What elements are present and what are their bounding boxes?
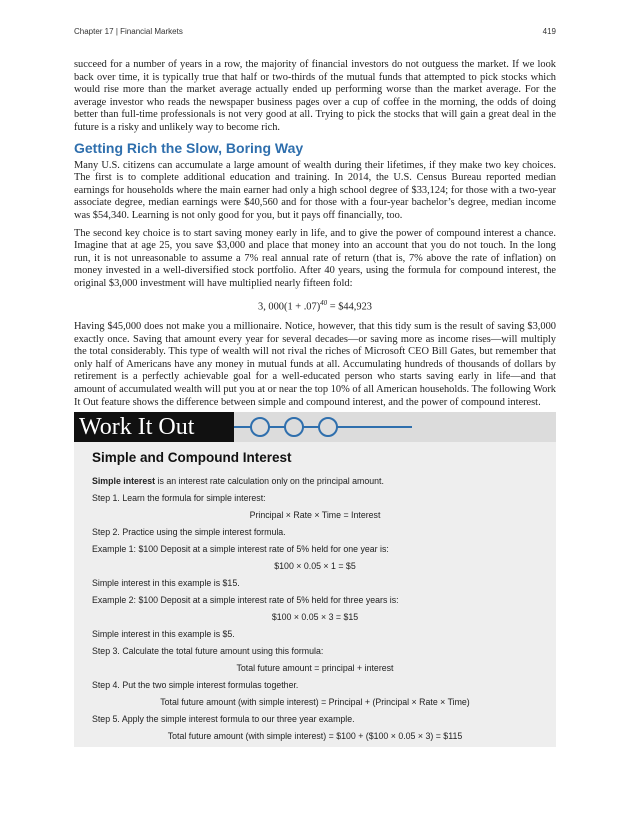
step-2: Step 2. Practice using the simple interest formula. [92,527,286,537]
main-content [74,59,556,414]
result-1: Simple interest in this example is $15. [92,578,240,588]
formula-applied: Total future amount (with simple interest) = $100 + ($100 × 0.05 × 3) = $115 [167,731,463,741]
example-1: Example 1: $100 Deposit at a simple interest rate of 5% held for one year is: [92,544,389,554]
step-3: Step 3. Calculate the total future amount using this formula: [92,646,324,656]
paragraph-saving: The second key choice is to start saving money early in life, and to give the power of compound interest a chance. Imagine that at age 25, you save $3,000 and place that money into an account that you do not touch. In the long run, it is not unreasonable to assume a 7% real annual rate of return (that is, 7% above the rate of inflation) on money invested in a well-diversified stock portfolio. After 40 years, using the formula for compound interest, the original $3,000 investment will have multiplied nearly fifteen fold: [74,227,556,289]
section-heading: Getting Rich the Slow, Boring Way [74,139,304,156]
work-it-out-heading: Simple and Compound Interest [92,450,292,465]
formula-combined: Total future amount (with simple interest) = Principal + (Principal × Rate × Time) [160,697,470,707]
calculation-2: $100 × 0.05 × 3 = $15 [271,612,359,622]
result-2: Simple interest in this example is $5. [92,629,235,639]
definition-term: Simple interest [92,476,156,486]
definition-text: is an interest rate calculation only on the principal amount. [155,476,384,486]
formula-total-future: Total future amount = principal + interest [236,663,394,673]
step-1: Step 1. Learn the formula for simple interest: [92,493,266,503]
circles-decoration-icon [234,415,414,439]
header-separator: | [115,27,118,36]
work-it-out-box [74,412,556,747]
definition-line [92,476,538,486]
chapter-label: Chapter 17 [74,27,114,36]
calculation-1: $100 × 0.05 × 1 = $5 [274,561,356,571]
equation-exponent: 40 [320,298,328,307]
formula-simple-interest: Principal × Rate × Time = Interest [249,510,381,520]
step-4: Step 4. Put the two simple interest formulas together. [92,680,299,690]
equation-result: = $44,923 [327,300,372,312]
paragraph-millionaire: Having $45,000 does not make you a millionaire. Notice, however, that this tidy sum is the result of saving $3,000 exactly once. Saving that amount every year for several decades—or saving more as income rises—will multiply the total considerably. This type of wealth will not rival the riches of Microsoft CEO Bill Gates, but remember that only half of Americans have any money in mutual funds at all. Accumulating hundreds of thousands of dollars by retirement is a perfectly achievable goal for a well-educated person who starts saving early in life—and that amount of accumulated wealth will put you at or near the top 10% of all American households. The following Work It Out feature shows the difference between simple and compound interest, and the power of compound interest. [74,320,556,408]
work-it-out-banner [74,412,556,442]
work-it-out-title: Work It Out [74,412,234,442]
chapter-title: Financial Markets [120,27,183,36]
page-header [74,27,556,36]
intro-paragraph: succeed for a number of years in a row, the majority of financial investors do not outguess the market. If we look back over time, it is typically true that half or two-thirds of the mutual funds that attempted to pick stocks which would rise more than the market average actually ended up performing worse than the market average. For the average investor who reads the newspaper business pages over a cup of coffee in the morning, the odds of doing better than full-time professionals is not very good at all. Trying to pick the stocks that will gain a great deal in the future is a risky and unlikely way to become rich. [74,59,556,133]
work-it-out-body [74,442,556,741]
step-5: Step 5. Apply the simple interest formula to our three year example. [92,714,355,724]
page-number: 419 [542,27,556,36]
paragraph-education: Many U.S. citizens can accumulate a large amount of wealth during their lifetimes, if they make two key choices. The first is to complete additional education and training. In 2014, the U.S. Census Bureau reported median earnings for households where the main earner had only a high school degree of $33,124; for those with a two-year associate degree, median earnings were $40,560 and for those with a four-year bachelor’s degree, median income was $54,340. Learning is not only good for you, but it pays off financially, too. [74,159,556,221]
compound-interest-equation [74,296,556,314]
example-2: Example 2: $100 Deposit at a simple interest rate of 5% held for three years is: [92,595,399,605]
equation-base: 3, 000(1 + .07) [258,300,321,312]
